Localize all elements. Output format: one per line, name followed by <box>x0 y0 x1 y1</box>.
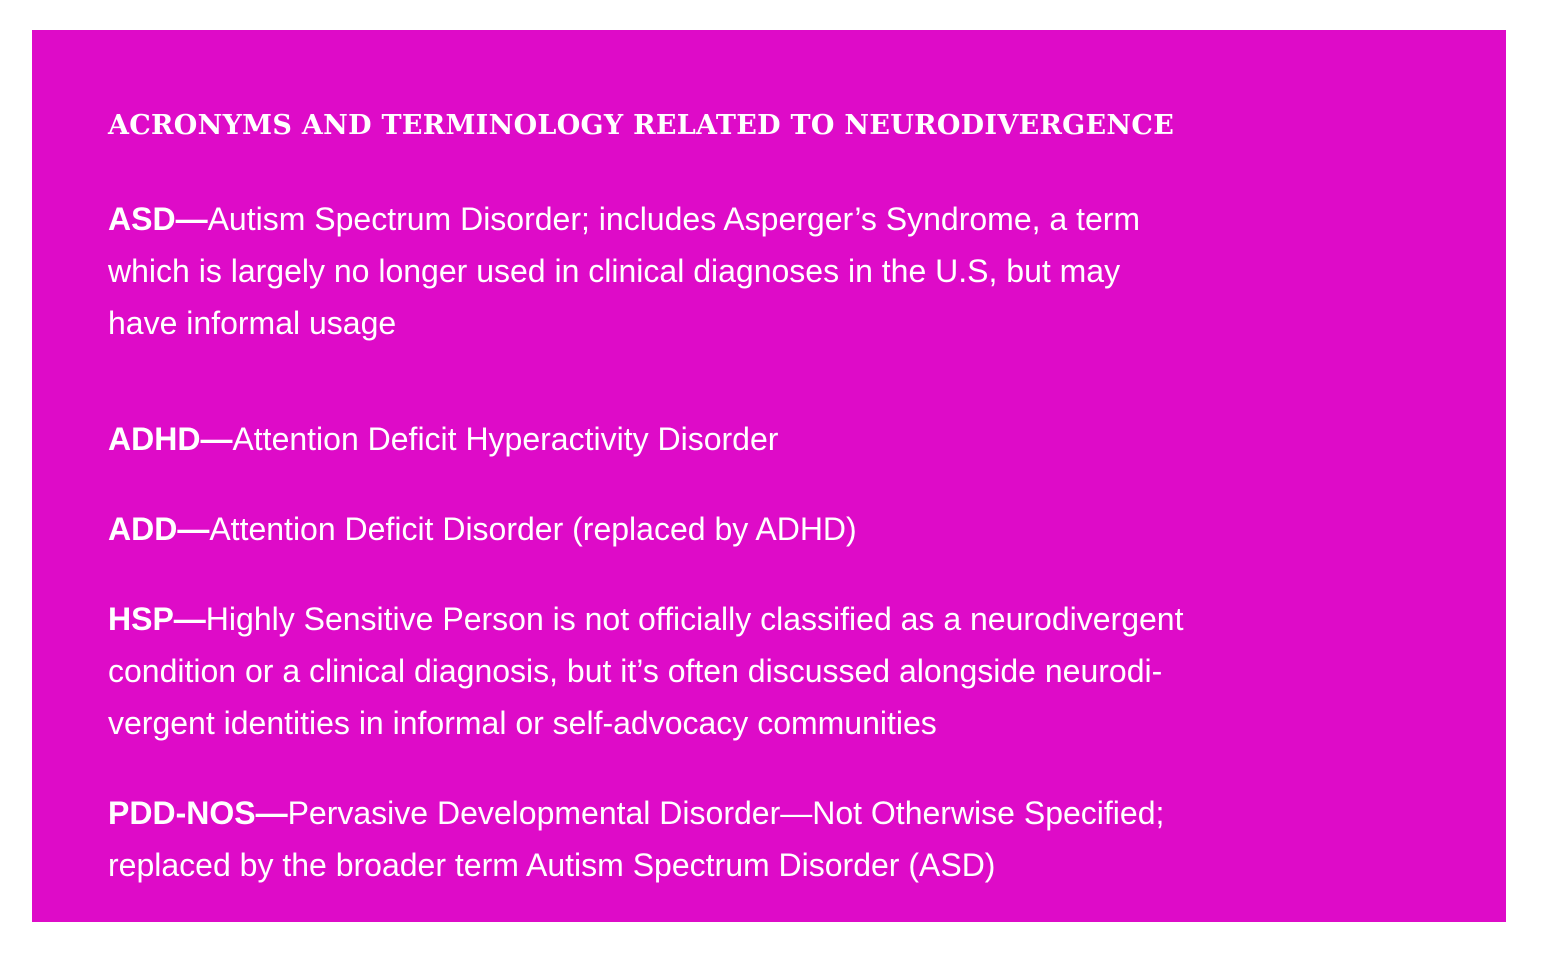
entry-term: ADHD— <box>108 421 233 457</box>
entry-term: PDD-NOS— <box>108 795 288 831</box>
box-heading: ACRONYMS AND TERMINOLOGY RELATED TO NEURODIVERGENCE <box>108 110 1175 141</box>
entry-line <box>108 193 1448 245</box>
entry-line <box>108 593 1448 645</box>
entry-definition: replaced by the broader term Autism Spectrum Disorder (ASD) <box>108 847 996 883</box>
entry-term: HSP— <box>108 601 206 637</box>
entry-definition: have informal usage <box>108 305 397 341</box>
terminology-box <box>32 30 1506 922</box>
entry-term: ASD— <box>108 201 208 237</box>
entry-adhd <box>108 413 1448 465</box>
entry-asd <box>108 193 1448 349</box>
entry-definition: Highly Sensitive Person is not officially classified as a neurodivergent <box>205 601 1184 637</box>
entry-definition: condition or a clinical diagnosis, but it’s often discussed alongside neurodi- <box>108 653 1163 689</box>
entry-definition: vergent identities in informal or self-advocacy communities <box>108 705 937 741</box>
entry-definition: Pervasive Developmental Disorder—Not Otherwise Specified; <box>287 795 1165 831</box>
entry-line <box>108 503 1448 555</box>
entry-line <box>108 787 1448 839</box>
entry-definition: Autism Spectrum Disorder; includes Asperger’s Syndrome, a term <box>207 201 1141 237</box>
entry-definition: Attention Deficit Hyperactivity Disorder <box>232 421 779 457</box>
entry-line <box>108 413 1448 465</box>
entry-term: ADD— <box>108 511 210 547</box>
entry-definition: which is largely no longer used in clinical diagnoses in the U.S, but may <box>108 253 1121 289</box>
entry-hsp <box>108 593 1448 749</box>
entry-definition: Attention Deficit Disorder (replaced by ADHD) <box>209 511 857 547</box>
entry-pdd-nos <box>108 787 1448 891</box>
entry-add <box>108 503 1448 555</box>
